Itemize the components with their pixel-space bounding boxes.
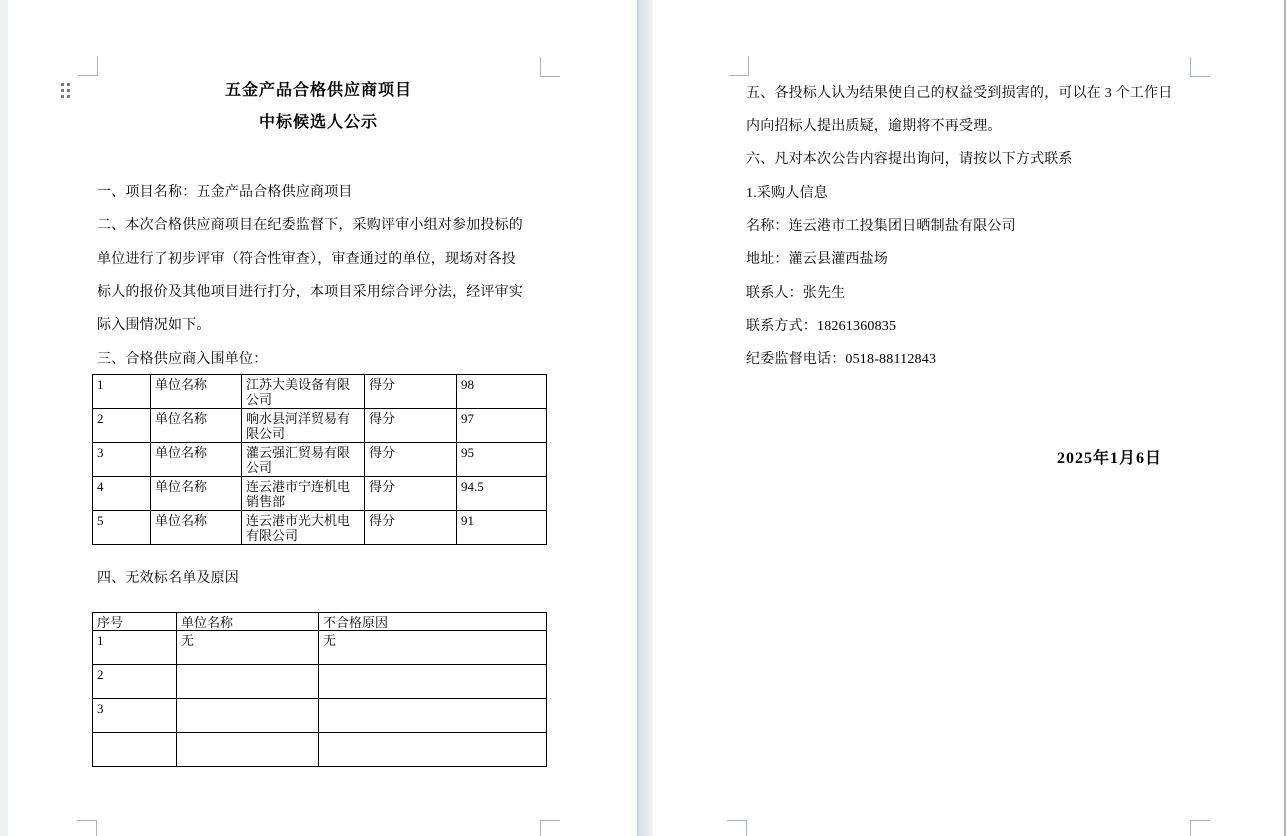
- table-cell[interactable]: [177, 733, 319, 767]
- table-cell[interactable]: 得分: [365, 477, 457, 511]
- margin-crop-mark-top-right-p2: [1190, 57, 1210, 77]
- margin-crop-mark-top-left-p1: [78, 56, 98, 76]
- table-cell[interactable]: 单位名称: [151, 375, 242, 409]
- section4-heading[interactable]: 四、无效标名单及原因: [97, 571, 239, 586]
- table-cell[interactable]: 2: [93, 665, 177, 699]
- body-line-p1-3[interactable]: 单位进行了初步评审（符合性审查），审查通过的单位，现场对各投: [97, 252, 516, 267]
- table-cell[interactable]: [319, 699, 547, 733]
- table-cell[interactable]: [177, 665, 319, 699]
- body-line-p1-1[interactable]: 一、项目名称：五金产品合格供应商项目: [97, 185, 353, 200]
- table-cell[interactable]: 单位名称: [151, 511, 242, 545]
- table-cell[interactable]: [93, 733, 177, 767]
- margin-crop-mark-top-left-p2: [729, 56, 749, 76]
- table-cell[interactable]: 98: [457, 375, 547, 409]
- table-cell[interactable]: 5: [93, 511, 151, 545]
- body-line-p2-2[interactable]: 内向招标人提出质疑，逾期将不再受理。: [746, 119, 1002, 134]
- table-header-cell[interactable]: 序号: [93, 613, 177, 631]
- table-row: [93, 699, 547, 733]
- body-line-p2-3[interactable]: 六、凡对本次公告内容提出询问，请按以下方式联系: [746, 152, 1073, 167]
- margin-crop-mark-top-right-p1: [540, 57, 560, 77]
- body-line-p1-2[interactable]: 二、本次合格供应商项目在纪委监督下，采购评审小组对参加投标的: [97, 218, 523, 233]
- table-header-row: [93, 613, 547, 631]
- table-cell[interactable]: 灌云强汇贸易有限公司: [242, 443, 365, 477]
- table-cell[interactable]: 94.5: [457, 477, 547, 511]
- table-cell[interactable]: [319, 665, 547, 699]
- table-row: [93, 443, 547, 477]
- table-row: [93, 665, 547, 699]
- body-line-p1-6[interactable]: 三、合格供应商入围单位：: [97, 352, 268, 367]
- body-line-p2-9[interactable]: 纪委监督电话：0518-88112843: [746, 352, 937, 367]
- table-cell[interactable]: 3: [93, 443, 151, 477]
- table-row: [93, 409, 547, 443]
- table-header-cell[interactable]: 不合格原因: [319, 613, 547, 631]
- body-line-p2-4[interactable]: 1.采购人信息: [746, 186, 828, 201]
- table-cell[interactable]: 91: [457, 511, 547, 545]
- table-cell[interactable]: 97: [457, 409, 547, 443]
- body-line-p2-6[interactable]: 地址：灌云县灌西盐场: [746, 252, 888, 267]
- table-cell[interactable]: 4: [93, 477, 151, 511]
- body-line-p2-7[interactable]: 联系人：张先生: [746, 286, 846, 301]
- invalid-bids-table: [92, 612, 547, 767]
- table-cell[interactable]: [319, 733, 547, 767]
- table-row: [93, 375, 547, 409]
- body-line-p1-4[interactable]: 标人的报价及其他项目进行打分，本项目采用综合评分法，经评审实: [97, 285, 523, 300]
- table-cell[interactable]: 1: [93, 375, 151, 409]
- doc-title-line-2[interactable]: 中标候选人公示: [258, 114, 378, 131]
- table-cell[interactable]: 连云港市光大机电有限公司: [242, 511, 365, 545]
- doc-title-line-1[interactable]: 五金产品合格供应商项目: [224, 82, 412, 99]
- margin-crop-mark-bottom-right-p2: [1190, 820, 1210, 836]
- window-right-border: [1284, 0, 1286, 836]
- paragraph-drag-handle-icon[interactable]: [61, 83, 70, 98]
- body-line-p2-8[interactable]: 联系方式：18261360835: [746, 319, 897, 334]
- table-cell[interactable]: 单位名称: [151, 443, 242, 477]
- table-cell[interactable]: 1: [93, 631, 177, 665]
- margin-crop-mark-bottom-left-p1: [77, 820, 97, 836]
- table-cell[interactable]: 单位名称: [151, 409, 242, 443]
- body-line-p1-5[interactable]: 际入围情况如下。: [97, 318, 211, 333]
- body-line-p2-1[interactable]: 五、各投标人认为结果使自己的权益受到损害的，可以在 3 个工作日: [746, 86, 1173, 101]
- table-cell[interactable]: 得分: [365, 511, 457, 545]
- table-cell[interactable]: 3: [93, 699, 177, 733]
- body-line-p2-5[interactable]: 名称：连云港市工投集团日晒制盐有限公司: [746, 219, 1016, 234]
- table-cell[interactable]: 2: [93, 409, 151, 443]
- table-cell[interactable]: 无: [319, 631, 547, 665]
- table-cell[interactable]: 连云港市宁连机电销售部: [242, 477, 365, 511]
- table-cell[interactable]: 无: [177, 631, 319, 665]
- table-row: [93, 477, 547, 511]
- table-row: [93, 631, 547, 665]
- table-cell[interactable]: 得分: [365, 409, 457, 443]
- table-cell[interactable]: 响水县河洋贸易有限公司: [242, 409, 365, 443]
- table-header-cell[interactable]: 单位名称: [177, 613, 319, 631]
- table-cell[interactable]: 江苏大美设备有限公司: [242, 375, 365, 409]
- table-cell[interactable]: 95: [457, 443, 547, 477]
- margin-crop-mark-bottom-left-p2: [727, 820, 747, 836]
- window-split-divider: [637, 0, 653, 836]
- table-cell[interactable]: 得分: [365, 375, 457, 409]
- margin-crop-mark-bottom-right-p1: [540, 820, 560, 836]
- document-date[interactable]: 2025年1月6日: [1056, 450, 1162, 467]
- table-cell[interactable]: 单位名称: [151, 477, 242, 511]
- table-row: [93, 733, 547, 767]
- qualified-suppliers-table: [92, 374, 547, 545]
- table-cell[interactable]: 得分: [365, 443, 457, 477]
- table-cell[interactable]: [177, 699, 319, 733]
- table-row: [93, 511, 547, 545]
